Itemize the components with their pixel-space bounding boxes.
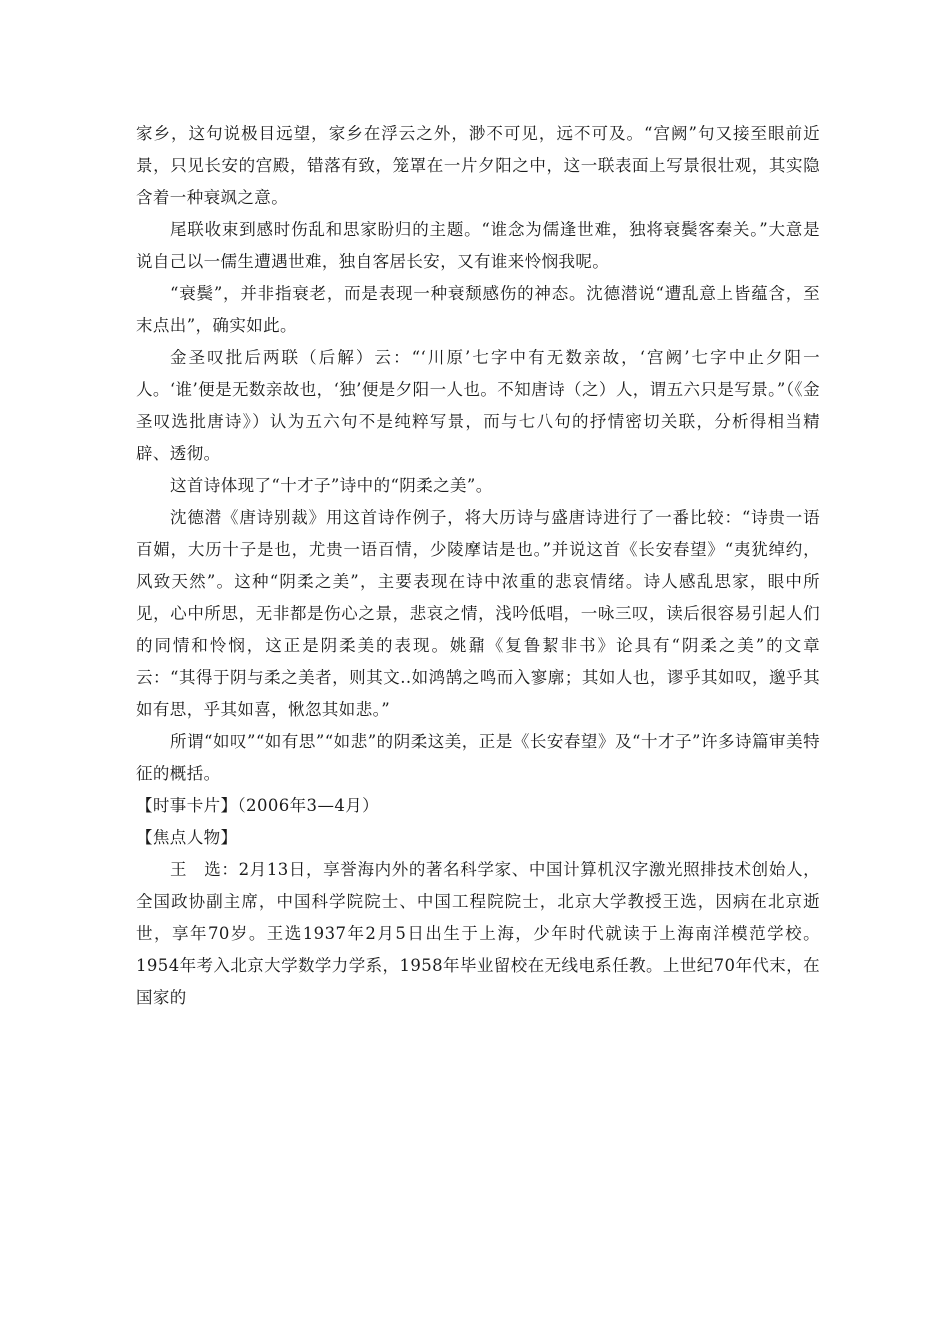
paragraph-grey-temples: “衰鬓”，并非指衰老，而是表现一种衰颓感伤的神态。沈德潜说“遭乱意上皆蕴含，至末点出”，确实如此。 [136, 284, 820, 335]
paragraph-jin-shengtan-comment: 金圣叹批后两联（后解）云：“‘川原’七字中有无数亲故，‘宫阙’七字中止夕阳一人。‘谁’便是无数亲故也，‘独’便是夕阳一人也。不知唐诗（之）人，谓五六只是写景。”（《金圣叹选批唐诗》）认为五六句不是纯粹写景，而与七八句的抒情密切关联，分析得相当精辟、透彻。 [136, 348, 820, 463]
document-page [136, 118, 820, 1014]
news-card-section: 【焦点人物】 [136, 828, 238, 847]
news-card-title: 【时事卡片】（2006年3—4月） [136, 796, 380, 815]
news-card-entry: 王 选：2月13日，享誉海内外的著名科学家、中国计算机汉字激光照排技术创始人，全国政协副主席，中国科学院院士、中国工程院院士，北京大学教授王选，因病在北京逝世，享年70岁。王选1937年2月5日出生于上海，少年时代就读于上海南洋模范学校。1954年考入北京大学数学力学系，1958年毕业留校在无线电系任教。上世纪70年代末，在国家的 [136, 860, 820, 1007]
paragraph-yin-beauty: 这首诗体现了“十才子”诗中的“阴柔之美”。 [170, 476, 493, 495]
paragraph-shen-deqian-comparison: 沈德潜《唐诗别裁》用这首诗作例子，将大历诗与盛唐诗进行了一番比较：“诗贵一语百媚，大历十子是也，尤贵一语百情，少陵摩诘是也。”并说这首《长安春望》“夷犹绰约，风致天然”。这种“阴柔之美”，主要表现在诗中浓重的悲哀情绪。诗人感乱思家，眼中所见，心中所思，无非都是伤心之景，悲哀之情，浅吟低唱，一咏三叹，读后很容易引起人们的同情和怜悯，这正是阴柔美的表现。姚鼐《复鲁絜非书》论具有“阴柔之美”的文章云：“其得于阴与柔之美者，则其文..如鸿鹄之鸣而入寥廓；其如人也，谬乎其如叹，邈乎其如有思，乎其如喜，愀忽其如悲。” [136, 508, 820, 719]
paragraph-conclusion: 所谓“如叹”“如有思”“如悲”的阴柔这美，正是《长安春望》及“十才子”许多诗篇审美特征的概括。 [136, 732, 820, 783]
paragraph-final-couplet: 尾联收束到感时伤乱和思家盼归的主题。“谁念为儒逢世难，独将衰鬓客秦关。”大意是说自己以一儒生遭遇世难，独自客居长安，又有谁来怜悯我呢。 [136, 220, 820, 271]
paragraph-homeland-view: 家乡，这句说极目远望，家乡在浮云之外，渺不可见，远不可及。“宫阙”句又接至眼前近景，只见长安的宫殿，错落有致，笼罩在一片夕阳之中，这一联表面上写景很壮观，其实隐含着一种衰飒之意。 [136, 124, 820, 207]
